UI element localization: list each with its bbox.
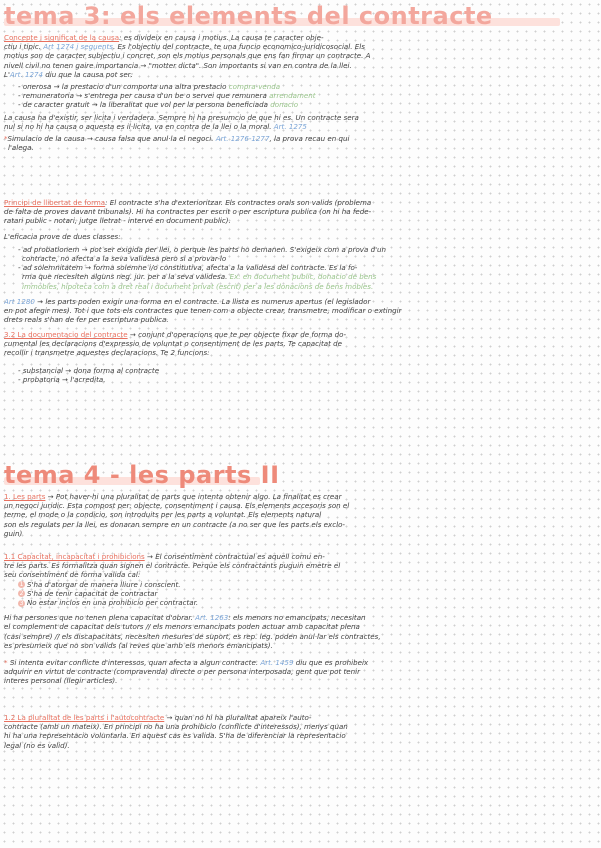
- forma-section: Principi de llibertat de forma: El contracte s'ha d'exterioritzar. Els contractes orals son valids (problema de falta de proves davant tribunals). Hi ha contractes per escrit o per escriptura publica (on hi ha fede- ratari public - notari, jutge lletrat - intervé en document public). L'eficacia prove de dues classes: - ad probationem → pot ser exigida per llei, o perque les parts ho demanen. S'exigeix com a prova d'un contracte, no afecta a la seva validesa pero si a provar-lo - ad solemnitatem → forma solemne i/o constitutiva, afecta a la validesa del contracte. Es la fo- rma que necesiten alguns neg. jur. per a la seva validesa. Ex: en document public, donacio de bens immobles, hipoteca com a dret real i document privat (escrit) per a les donacions de bens mobles. Art 1280 → les parts poden exigir una forma en el contracte. La llista es numerus apertus (el legislador en pot afegir mes). Tot i que tots els contractes que tenen com a objecte crear, transmetre, modificar o extingir drets reals s'han de fer per escriptura publica.: [4, 198, 402, 325]
- documentacio-heading: 3.2 La documentacio del contracte: [4, 330, 128, 339]
- capacitat-section: 1.1 Capacitat, incapacitat i prohibicions → El consentiment contractual es aquell comu en- tre les parts. Es formalitza quan signen el contracte. Perque els contractants puguin emetre el seu consentiment de forma valida cal: 1 S'ha d'atorgar de manera lliure i conscient. 2 S'ha de tenir capacitat de contractar 3 No estar inclos en una prohibicio per contractar. Hi ha persones que no tenen plena capacitat d'obrar. Art. 1263: els menors no emancipats, necesitan el complement de capacitat dels tutors // els menors emancipats poden actuar amb capacitat plena (casi sempre) // els discapacitats, necesiten mesures de suport, es rep. leg. poden anul·lar els contractes, es presumeix que no son valids (al reves que amb els menors emancipats). * Si intenta evitar conflicte d'interessos, quan afecta a algun contracte. Art. 1459 diu que es prohibeix adquirir en virtut de contracte (compravenda) directe o per persona interposada, gent que pot tenir interes personal (llegir articles).: [4, 552, 381, 686]
- number-badge: 2: [19, 590, 24, 598]
- number-badge: 1: [19, 581, 24, 589]
- concepte-heading: Concepte i significat de la causa: [4, 33, 120, 42]
- article-ref: Art. 1274: [9, 69, 44, 79]
- forma-heading: Principi de llibertat de forma: [4, 198, 106, 207]
- star-icon: *: [4, 134, 8, 144]
- star-icon: *: [4, 658, 8, 668]
- number-badge: 3: [19, 599, 24, 607]
- pluralitat-section: 1.2 La pluralitat de les parts i l'autocontracte → quan no hi ha pluralitat apareix l'auto- contracte (amb un mateix). En principi no ha una prohibicio (conflicte d'interessos), menys quan hi ha una representacio voluntaria. En aquest cas es valida. S'ha de diferenciar la representacio legal (no es valid).: [4, 713, 348, 750]
- article-ref: Art 1274 i seguents: [43, 42, 114, 52]
- tema-3-title: tema 3: els elements del contracte: [4, 2, 493, 30]
- tema-4-title: tema 4 - les parts II: [4, 461, 280, 489]
- capacitat-heading: 1.1 Capacitat, incapacitat i prohibicions: [4, 552, 145, 561]
- parts-heading: 1. Les parts: [4, 492, 46, 501]
- concepte-section: Concepte i significat de la causa: es divideix en causa i motius. La causa te caracter obje- ctiu i tipic. Art 1274 i seguents. Es l'objectiu del contracte, te una funcio economico-juridicosocial. Els motius son de caracter subjectiu i concret, son els motius personals que ens fan firmar un contracte. A nivell civil no tenen gaire importancia → "motter dicta". Son importants si van en contra de la llei. L'Art. 1274 diu que la causa pot ser: - onerosa → la prestacio d'un comporta una altra prestacio compra-venda - remuneratoria → s'entrega per causa d'un be o servei que remunera arrendament - de caracter gratuit → la liberalitat que vol per la persona beneficiada donacio La causa ha d'existir, ser licita i verdadera. Sempre hi ha presumcio de que hi es. Un contracte sera nul si no hi ha causa o aquesta es il·licita, va en contra de la llei o la moral. Art. 1275 *Simulacio de la causa → causa falsa que anul·la el negoci. Art. 1276-1277, la prova recau en qui l'alega.: [4, 33, 371, 153]
- pluralitat-heading: 1.2 La pluralitat de les parts i l'autocontracte: [4, 713, 165, 722]
- parts-section: 1. Les parts → Pot haver-hi una pluralitat de parts que intenta obtenir algo. La finalitat es crear un negoci juridic. Esta compost per: objecte, consentiment i causa. Els elements accesoris son el terme, el mode o la condicio, son introduits per les parts a voluntat. Els elements natural son els regulats per la llei, es donaran sempre en un contracte (a no ser que les parts els exclo- guin): [4, 492, 350, 538]
- documentacio-section: 3.2 La documentacio del contracte → conjunt d'operacions que te per objecte fixar de forma do- cumental les declaracions d'expressio de voluntat o consentiment de les parts. Te capacitat de recollir i transmetre aquestes declaracions. Te 2 funcions: - substancial → dona forma al contracte - probatoria → l'acredita.: [4, 330, 347, 384]
